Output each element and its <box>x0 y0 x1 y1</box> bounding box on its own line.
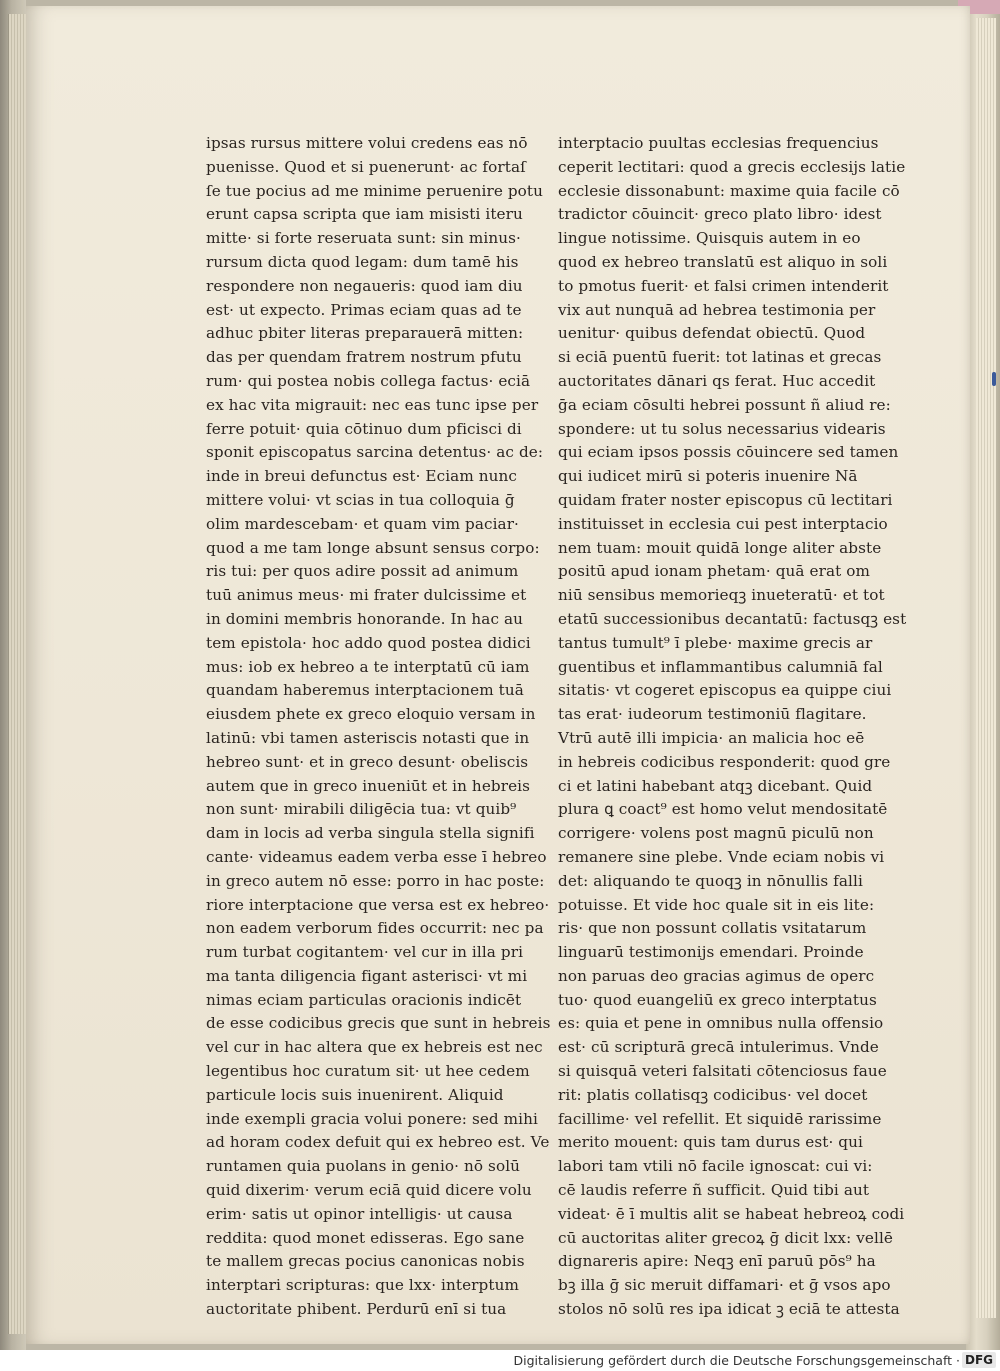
right-column-line: ceperit lectitari: quod a grecis ecclesijs latie <box>558 157 906 176</box>
left-column-line: ad horam codex defuit qui ex hebreo est. Ve <box>206 1133 550 1152</box>
right-column-line: ecclesie dissonabunt: maxime quia facile cō <box>558 181 900 200</box>
left-column-line: tem epistola· hoc addo quod postea didici <box>206 633 531 652</box>
right-column-line: merito mouent: quis tam durus est· qui <box>558 1133 863 1152</box>
right-column-line: remanere sine plebe. Vnde eciam nobis vi <box>558 847 885 866</box>
left-column-line: est· ut expecto. Primas eciam quas ad te <box>206 300 522 319</box>
left-column-line: ex hac vita migrauit: nec eas tunc ipse per <box>206 395 539 414</box>
right-column-line: cū auctoritas aliter grecoꝝ ḡ dicit lxx: vellē <box>558 1228 893 1247</box>
right-column-line: potuisse. Et vide hoc quale sit in eis lite: <box>558 895 875 914</box>
left-column-line: ferre potuit· quia cōtinuo dum pficisci di <box>206 419 522 438</box>
left-column-line: reddita: quod monet edisseras. Ego sane <box>206 1228 525 1247</box>
right-column-line: quod ex hebreo translatū est aliquo in soli <box>558 252 888 271</box>
left-column-line: legentibus hoc curatum sit· ut hee cedem <box>206 1062 530 1081</box>
left-column-line: inde in breui defunctus est· Eciam nunc <box>206 467 518 486</box>
left-column-line: runtamen quia puolans in genio· nō solū <box>206 1157 521 1176</box>
left-column-line: eiusdem phete ex greco eloquio versam in <box>206 705 536 724</box>
left-column-line: mus: iob ex hebreo a te interptatū cū iam <box>206 657 530 676</box>
left-column-line: particule locis suis inuenirent. Aliquid <box>206 1085 504 1104</box>
left-column-line: non sunt· mirabili diligēcia tua: vt quib⁹ <box>206 800 517 819</box>
left-column-line: rursum dicta quod legam: dum tamē his <box>206 252 519 271</box>
right-column-line: linguarū testimonijs emendari. Proinde <box>558 943 864 962</box>
left-column-line: inde exempli gracia volui ponere: sed mihi <box>206 1109 538 1128</box>
left-column-line: te mallem grecas pocius canonicas nobis <box>206 1252 525 1271</box>
left-column-line: ma tanta diligencia figant asterisci· vt mi <box>206 966 528 985</box>
right-column-line: non paruas deo gracias agimus de operc <box>558 966 875 985</box>
right-column-line: tradictor cōuincit· greco plato libro· idest <box>558 205 882 224</box>
right-column-line: facillime· vel refellit. Et siquidē rarissime <box>558 1109 882 1128</box>
right-column-line: to pmotus fuerit· et falsi crimen intenderit <box>558 276 889 295</box>
left-column-line: ipsas rursus mittere volui credens eas nō <box>206 134 528 152</box>
right-column-line: uenitur· quibus defendat obiectū. Quod <box>558 324 866 343</box>
right-column-line: det: aliquando te quoqꝫ in nōnullis falli <box>558 871 863 890</box>
left-column-line: de esse codicibus grecis que sunt in hebreis <box>206 1014 551 1033</box>
right-column-line: labori tam vtili nō facile ignoscat: cui vi: <box>558 1157 873 1176</box>
right-column-line: es: quia et pene in omnibus nulla offensio <box>558 1014 884 1033</box>
right-column-line: sitatis· vt cogeret episcopus ea quippe ciui <box>558 681 892 700</box>
footer-credit: Digitalisierung gefördert durch die Deutsche Forschungsgemeinschaft · <box>513 1353 960 1368</box>
left-column-line: tuū animus meus· mi frater dulcissime et <box>206 586 527 605</box>
right-column-line: etatū successionibus decantatū: factusqꝫ est <box>558 609 907 628</box>
left-column-line: cante· videamus eadem verba esse ī hebreo <box>206 847 547 866</box>
left-column-line: quid dixerim· verum eciā quid dicere volu <box>206 1181 532 1200</box>
text-column-right <box>558 132 907 1322</box>
right-column-line: ci et latini habebant atqꝫ dicebant. Quid <box>558 776 873 795</box>
left-column-line: mitte· si forte reseruata sunt: sin minus· <box>206 229 521 248</box>
left-column-line: quod a me tam longe absunt sensus corpo: <box>206 538 540 557</box>
left-column-line: auctoritate phibent. Perdurū enī si tua <box>206 1300 507 1319</box>
right-column-line: si quisquā veteri falsitati cōtenciosus faue <box>558 1062 887 1081</box>
left-column-line: autem que in greco inueniūt et in hebreis <box>206 776 531 795</box>
left-column-line: nimas eciam particulas oracionis indicēt <box>206 990 522 1009</box>
margin-mark <box>992 372 996 386</box>
left-column-line: adhuc pbiter literas preparauerā mitten: <box>206 324 524 343</box>
left-column-line: puenisse. Quod et si puenerunt· ac fortaſ <box>206 157 526 176</box>
left-column-line: ſe tue pocius ad me minime peruenire potu <box>206 181 544 200</box>
right-column-line: guentibus et inflammantibus calumniā fal <box>558 657 883 676</box>
right-column-line: est· cū scripturā grecā intulerimus. Vnde <box>558 1038 879 1057</box>
right-column-line: plura ꝗ coact⁹ est homo velut mendositatē <box>558 800 888 819</box>
left-column-line: sponit episcopatus sarcina detentus· ac de: <box>206 443 544 462</box>
left-column-line: das per quendam fratrem nostrum pfutu <box>206 348 522 367</box>
left-column-line: dam in locis ad verba singula stella signifi <box>206 824 535 843</box>
dfg-logo: DFG <box>962 1352 996 1368</box>
left-column-line: mittere volui· vt scias in tua colloquia ḡ <box>206 490 515 509</box>
right-column-line: videat· ē ī multis alit se habeat hebreoꝝ codi <box>558 1204 905 1223</box>
right-column-line: positū apud ionam phetam· quā erat om <box>558 562 870 581</box>
left-column-line: olim mardescebam· et quam vim paciar· <box>206 514 519 533</box>
right-column-line: auctoritates dānari qs ferat. Huc accedit <box>558 371 876 390</box>
left-column-line: hebreo sunt· et in greco desunt· obeliscis <box>206 752 529 771</box>
left-column-line: in domini membris honorande. In hac au <box>206 609 524 628</box>
right-column-line: cē laudis referre ñ sufficit. Quid tibi aut <box>558 1181 870 1200</box>
right-column-line: interptacio puultas ecclesias frequencius <box>558 134 879 152</box>
right-column-line: in hebreis codicibus responderit: quod gre <box>558 752 891 771</box>
right-column-line: bꝫ illa ḡ sic meruit diffamari· et ḡ vsos apo <box>558 1276 891 1295</box>
right-column-line: qui iudicet mirū si poteris inuenire Nā <box>558 467 858 486</box>
right-column-line: tas erat· iudeorum testimoniū flagitare. <box>558 705 867 724</box>
right-column-line: stolos nō solū res ipa idicat ꝫ eciā te attesta <box>558 1300 900 1319</box>
right-column-line: lingue notissime. Quisquis autem in eo <box>558 229 861 248</box>
left-column-line: latinū: vbi tamen asteriscis notasti que in <box>206 728 530 747</box>
right-column-line: rit: platis collatisqꝫ codicibus· vel docet <box>558 1085 868 1104</box>
right-column-line: nem tuam: mouit quidā longe aliter abste <box>558 538 882 557</box>
left-column-line: non eadem verborum fides occurrit: nec pa <box>206 919 544 938</box>
left-column-line: riore interptacione que versa est ex hebreo· <box>206 895 550 914</box>
right-column-line: ris· que non possunt collatis vsitatarum <box>558 919 867 938</box>
right-column-line: corrigere· volens post magnū piculū non <box>558 824 874 843</box>
right-column-line: tuo· quod euangeliū ex greco interptatus <box>558 990 877 1009</box>
right-column-line: Vtrū autē illi impicia· an malicia hoc eē <box>558 728 865 747</box>
right-column-line: quidam frater noster episcopus cū lectitari <box>558 490 893 509</box>
right-column-line: instituisset in ecclesia cui pest interptacio <box>558 514 888 533</box>
left-column-line: rum turbat cogitantem· vel cur in illa pri <box>206 943 524 962</box>
left-column-line: rum· qui postea nobis collega factus· eciā <box>206 371 531 390</box>
left-column-line: erim· satis ut opinor intelligis· ut causa <box>206 1204 513 1223</box>
right-column-line: si eciā puentū fuerit: tot latinas et grecas <box>558 348 882 367</box>
right-column-line: niū sensibus memorieqꝫ inueteratū· et tot <box>558 586 885 605</box>
left-column-line: vel cur in hac altera que ex hebreis est nec <box>206 1038 543 1057</box>
left-column-line: ris tui: per quos adire possit ad animum <box>206 562 519 581</box>
left-column-line: in greco autem nō esse: porro in hac poste: <box>206 871 545 890</box>
digitization-footer <box>0 1350 1000 1371</box>
left-column-line: erunt capsa scripta que iam misisti iteru <box>206 205 523 224</box>
right-column-line: qui eciam ipsos possis cōuincere sed tamen <box>558 443 899 462</box>
text-column-left <box>206 132 551 1322</box>
right-column-line: vix aut nunquā ad hebrea testimonia per <box>558 300 876 319</box>
left-column-line: quandam haberemus interptacionem tuā <box>206 681 524 700</box>
right-column-line: ḡa eciam cōsulti hebrei possunt ñ aliud re: <box>558 395 891 414</box>
page-edge-strip <box>976 18 996 1318</box>
left-column-line: interptari scripturas: que lxx· interptum <box>206 1276 519 1295</box>
right-column-line: tantus tumult⁹ ī plebe· maxime grecis ar <box>558 633 873 652</box>
left-column-line: respondere non negaueris: quod iam diu <box>206 276 523 295</box>
right-column-line: dignareris apire: Neqꝫ enī paruū pōs⁹ ha <box>558 1252 876 1271</box>
right-column-line: spondere: ut tu solus necessarius videaris <box>558 419 886 438</box>
